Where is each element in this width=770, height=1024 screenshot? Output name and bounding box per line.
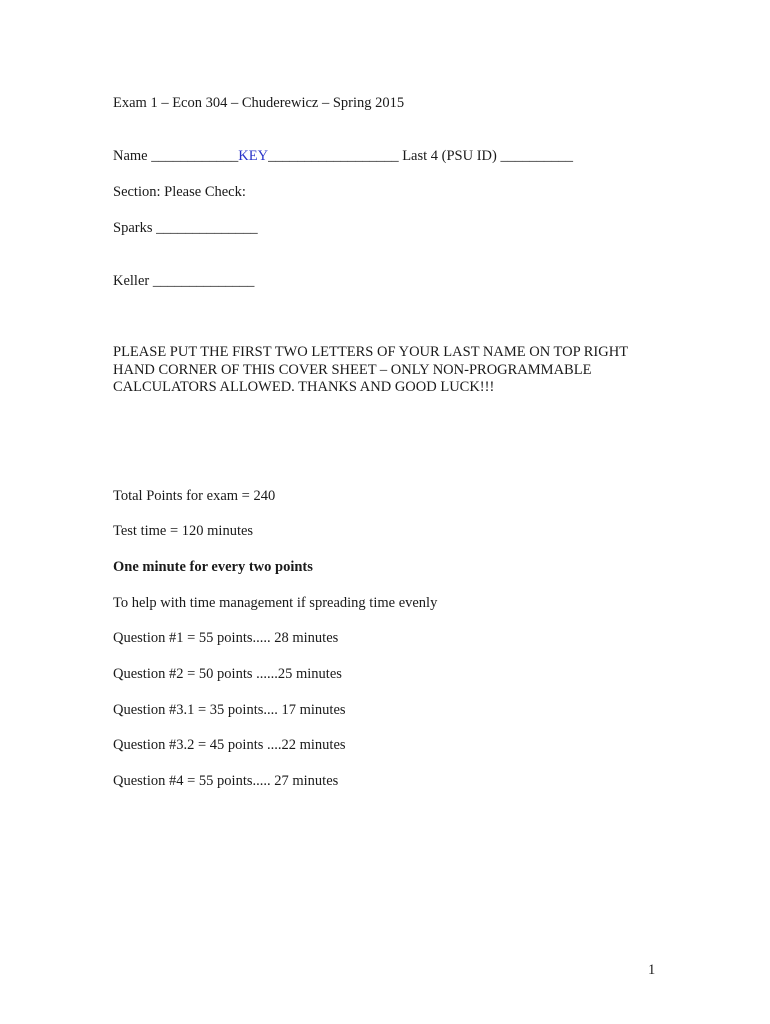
name-line [113,147,573,165]
section-option-keller [113,272,254,290]
name-blank-before: ____________ [151,148,239,164]
name-value: KEY [238,148,269,164]
name-label: Name [113,148,148,164]
section-option-blank: ______________ [156,220,258,236]
question-allocation: Question #3.1 = 35 points.... 17 minutes [113,702,346,718]
question-allocation: Question #1 = 55 points..... 28 minutes [113,630,339,646]
section-option-label: Sparks [113,220,153,236]
question-allocation: Question #2 = 50 points ......25 minutes [113,666,342,682]
instructions-notice: PLEASE PUT THE FIRST TWO LETTERS OF YOUR LAST NAME ON TOP RIGHT HAND CORNER OF THIS COVER SHEET – ONLY NON-PROGRAMMABLE CALCULATORS ALLOWED. THANKS AND GOOD LUCK!!! [113,344,628,395]
question-allocation: Question #4 = 55 points..... 27 minutes [113,773,339,789]
total-points: Total Points for exam = 240 [113,488,276,504]
section-option-sparks [113,219,258,237]
section-option-blank: ______________ [152,273,255,289]
time-management-note: To help with time management if spreading time evenly [113,595,438,611]
pace-rule: One minute for every two points [113,559,313,575]
question-allocation: Question #3.2 = 45 points ....22 minutes [113,737,346,753]
name-blank-after: __________________ [268,148,399,164]
page-number: 1 [648,962,656,978]
test-time: Test time = 120 minutes [113,523,254,539]
psu-id-label: Last 4 (PSU ID) [402,148,497,164]
psu-id-blank: __________ [500,148,573,164]
exam-title: Exam 1 – Econ 304 – Chuderewicz – Spring 2015 [113,95,405,111]
section-prompt: Section: Please Check: [113,184,246,200]
section-option-label: Keller [113,273,150,289]
